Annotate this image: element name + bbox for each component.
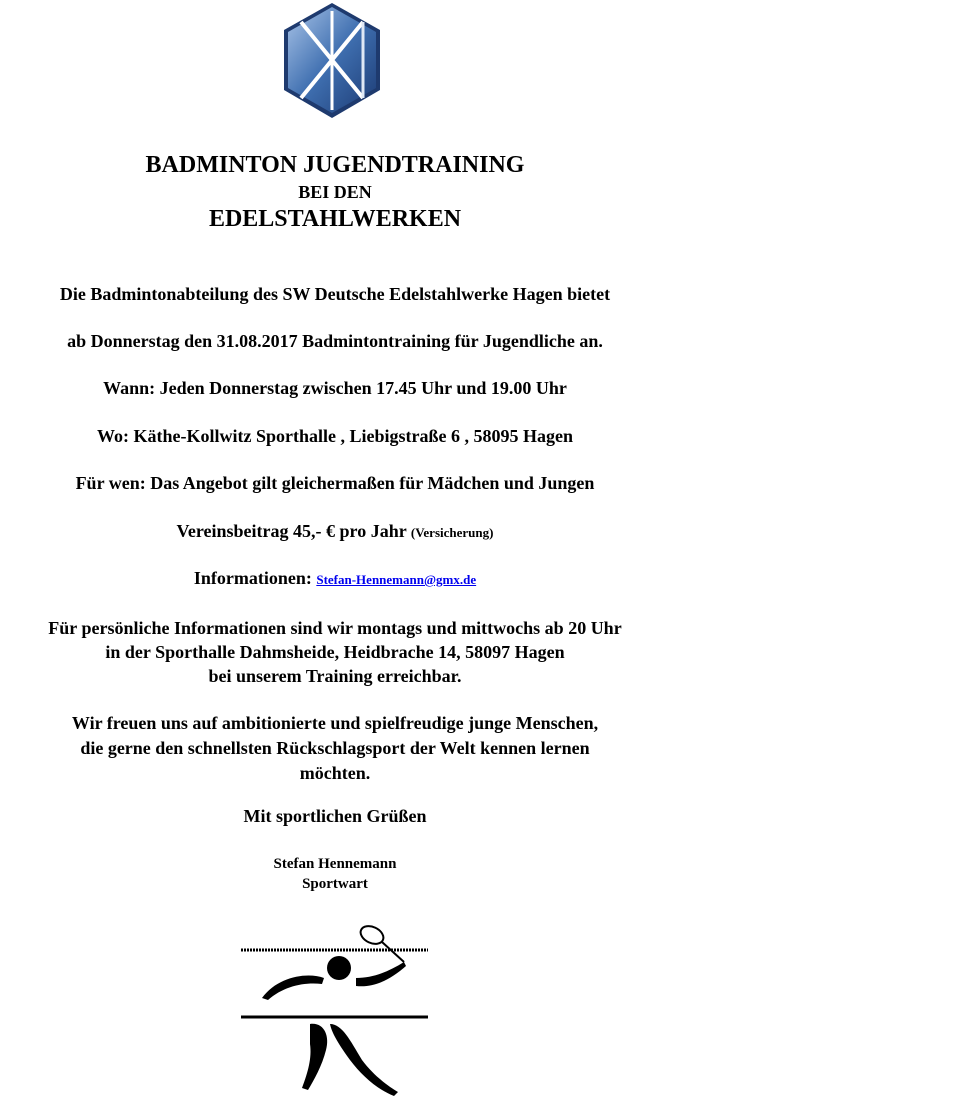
title-line-1: BADMINTON JUGENDTRAINING: [145, 152, 525, 178]
email-link[interactable]: Stefan-Hennemann@gmx.de: [316, 572, 477, 587]
personal-info: [0, 616, 670, 688]
where-line: Wo: Käthe-Kollwitz Sporthalle , Liebigstraße 6 , 58095 Hagen: [97, 426, 573, 446]
welcome-line-2: die gerne den schnellsten Rückschlagsport der Welt kennen lernen: [80, 738, 590, 758]
fee-line: [0, 521, 670, 542]
who-line: Für wen: Das Angebot gilt gleichermaßen für Mädchen und Jungen: [75, 473, 595, 493]
signature-name: Stefan Hennemann: [273, 856, 397, 872]
when-line: Wann: Jeden Donnerstag zwischen 17.45 Uhr und 19.00 Uhr: [103, 378, 567, 398]
title-line-3: EDELSTAHLWERKEN: [208, 206, 462, 232]
welcome-text: [0, 711, 670, 786]
personal-line-1: Für persönliche Informationen sind wir montags und mittwochs ab 20 Uhr: [48, 618, 622, 638]
personal-line-3: bei unserem Training erreichbar.: [208, 666, 462, 686]
info-label: Informationen:: [193, 568, 312, 588]
welcome-line-1: Wir freuen uns auf ambitionierte und spielfreudige junge Menschen,: [71, 713, 599, 733]
signature-role: Sportwart: [302, 876, 368, 892]
signature: [0, 854, 670, 894]
fee-main: Vereinsbeitrag 45,- € pro Jahr: [176, 521, 407, 541]
title-line-2: BEI DEN: [298, 182, 372, 202]
info-line: [0, 568, 670, 589]
intro-line-2: ab Donnerstag den 31.08.2017 Badmintontraining für Jugendliche an.: [67, 331, 603, 351]
greeting: Mit sportlichen Grüßen: [243, 806, 427, 826]
club-logo-icon: [279, 0, 385, 122]
welcome-line-3: möchten.: [299, 763, 371, 783]
intro-line-1: Die Badmintonabteilung des SW Deutsche Edelstahlwerke Hagen bietet: [59, 284, 611, 304]
fee-note: (Versicherung): [410, 525, 494, 540]
personal-line-2: in der Sporthalle Dahmsheide, Heidbrache 14, 58097 Hagen: [105, 642, 565, 662]
badminton-player-icon: [238, 920, 434, 1100]
